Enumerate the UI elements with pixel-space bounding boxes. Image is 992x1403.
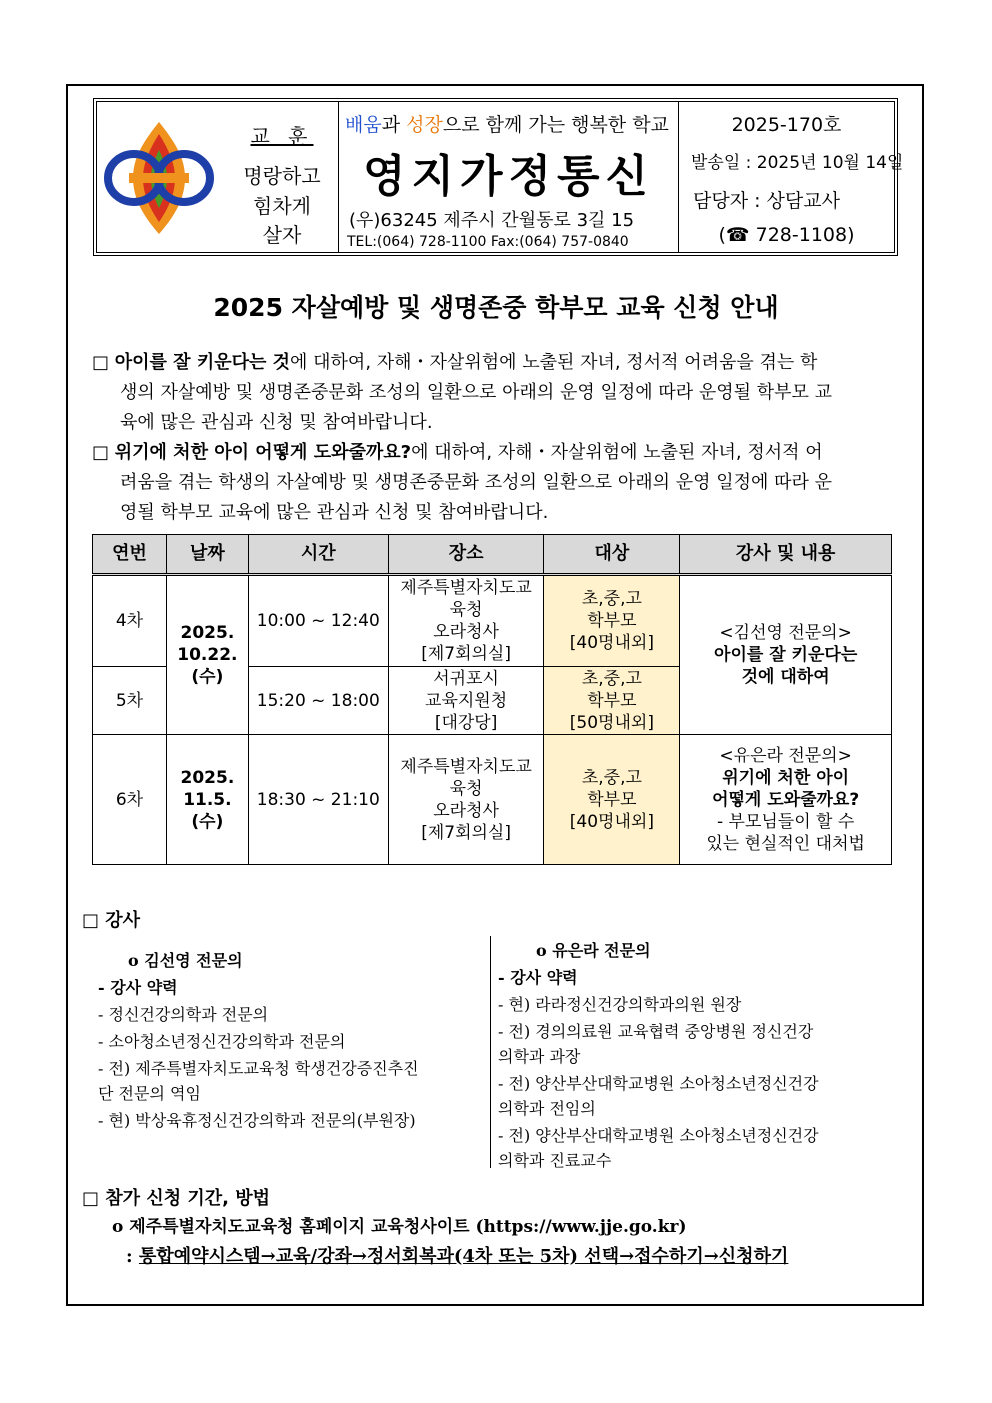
motto-line-2: 힘차게 bbox=[253, 194, 311, 218]
lecturer-section-title: □ 강사 bbox=[82, 910, 141, 931]
list-item: - 전) 양산부산대학교병원 소아청소년정신건강 bbox=[498, 1126, 819, 1145]
row-place: 제주특별자치도교 육청 오라청사 [제7회의실] bbox=[388, 735, 544, 865]
intro-paragraph-2: □ 위기에 처한 아이 어떻게 도와줄까요?에 대하여, 자해・자살위험에 노출된 자녀, 정서적 어 려움을 겪는 학생의 자살예방 및 생명존중문화 조성의 일환으로 아래의 운영 일정에 따라 운 영될 학부모 교육에 많은 관심과 신청 및 참여바랍니다. bbox=[92, 442, 833, 523]
list-item: - 현) 박상육휴정신건강의학과 전문의(부원장) bbox=[98, 1111, 416, 1130]
lecturer-right-career-title: - 강사 약력 bbox=[498, 968, 578, 987]
list-item: 의학과 전임의 bbox=[498, 1099, 596, 1118]
list-item: - 현) 라라정신건강의학과의원 원장 bbox=[498, 995, 742, 1014]
intro-paragraph-1: □ 아이를 잘 키운다는 것에 대하여, 자해・자살위험에 노출된 자녀, 정서적 어려움을 겪는 학 생의 자살예방 및 생명존중문화 조성의 일환으로 아래의 운영 일정에 따라 운영될 학부모 교 육에 많은 관심과 신청 및 참여바랍니다. bbox=[92, 352, 833, 433]
header-time: 시간 bbox=[248, 535, 388, 575]
table-row bbox=[93, 735, 892, 865]
row-content: <유은라 전문의> 위기에 처한 아이 어떻게 도와줄까요? - 부모님들이 할 수 있는 현실적인 대처법 bbox=[680, 735, 892, 865]
lecturer-left bbox=[98, 948, 484, 1133]
list-item: 단 전문의 역임 bbox=[98, 1084, 201, 1103]
lecturer-left-career-title: - 강사 약력 bbox=[98, 978, 178, 997]
list-item: 의학과 과장 bbox=[498, 1047, 581, 1066]
header-no: 연번 bbox=[93, 535, 167, 575]
newsletter-header bbox=[93, 98, 904, 256]
newsletter-title: 영지가정통신 bbox=[362, 151, 655, 202]
apply-section-title: □ 참가 신청 기간, 방법 bbox=[82, 1188, 271, 1209]
document-title: 2025 자살예방 및 생명존중 학부모 교육 신청 안내 bbox=[213, 293, 779, 322]
school-logo bbox=[103, 120, 215, 236]
header-target: 대상 bbox=[544, 535, 680, 575]
list-item: - 전) 제주특별자치도교육청 학생건강증진추진 bbox=[98, 1059, 419, 1078]
header-date: 날짜 bbox=[166, 535, 248, 575]
apply-website: o 제주특별자치도교육청 홈페이지 교육청사이트 (https://www.jje.go.kr) bbox=[112, 1217, 687, 1237]
table-header-row bbox=[93, 535, 892, 575]
row-place: 제주특별자치도교 육청 오라청사 [제7회의실] bbox=[388, 575, 544, 667]
apply-steps: : 통합예약시스템→교육/강좌→정서회복과(4차 또는 5차) 선택→접수하기→신청하기 bbox=[126, 1246, 789, 1267]
row-time: 18:30 ~ 21:10 bbox=[248, 735, 388, 865]
row-target: 초,중,고 학부모 [50명내외] bbox=[544, 667, 680, 735]
row-time: 15:20 ~ 18:00 bbox=[248, 667, 388, 735]
row-no: 4차 bbox=[93, 575, 167, 667]
list-item: - 정신건강의학과 전문의 bbox=[98, 1005, 269, 1024]
schedule-table bbox=[92, 534, 892, 865]
school-address: (우)63245 제주시 간월동로 3길 15 bbox=[349, 210, 635, 231]
title-cell bbox=[339, 102, 679, 252]
motto-line-3: 살자 bbox=[262, 223, 302, 247]
tel-fax: TEL:(064) 728-1100 Fax:(064) 757-0840 bbox=[347, 234, 629, 250]
list-item: - 소아청소년정신건강의학과 전문의 bbox=[98, 1032, 346, 1051]
header-content: 강사 및 내용 bbox=[680, 535, 892, 575]
lecturer-right-name: o 유은라 전문의 bbox=[536, 941, 651, 960]
lecturer-right bbox=[498, 938, 894, 1173]
school-tagline: 배움과 성장으로 함께 가는 행복한 학교 bbox=[345, 114, 669, 136]
list-item: 의학과 진료교수 bbox=[498, 1151, 612, 1170]
list-item: - 전) 경의의료원 교육협력 중앙병원 정신건강 bbox=[498, 1022, 814, 1041]
header-place: 장소 bbox=[388, 535, 544, 575]
row-no: 5차 bbox=[93, 667, 167, 735]
row-place: 서귀포시 교육지원청 [대강당] bbox=[388, 667, 544, 735]
row-no: 6차 bbox=[93, 735, 167, 865]
row-target: 초,중,고 학부모 [40명내외] bbox=[544, 735, 680, 865]
info-cell bbox=[679, 102, 904, 252]
motto-line-1: 명랑하고 bbox=[243, 164, 321, 188]
row-date: 2025. 11.5. (수) bbox=[166, 735, 248, 865]
row-date: 2025. 10.22. (수) bbox=[166, 575, 248, 735]
lecturer-left-name: o 김선영 전문의 bbox=[128, 951, 243, 970]
row-target: 초,중,고 학부모 [40명내외] bbox=[544, 575, 680, 667]
issue-date: 발송일 : 2025년 10월 14일 bbox=[691, 153, 904, 173]
row-time: 10:00 ~ 12:40 bbox=[248, 575, 388, 667]
column-divider bbox=[490, 936, 491, 1168]
list-item: - 전) 양산부산대학교병원 소아청소년정신건강 bbox=[498, 1074, 819, 1093]
contact-person: 담당자 : 상담교사 bbox=[693, 190, 840, 212]
motto-title: 교 훈 bbox=[250, 124, 314, 148]
contact-phone: (☎ 728-1108) bbox=[718, 224, 855, 246]
row-content: <김선영 전문의> 아이를 잘 키운다는 것에 대하여 bbox=[680, 575, 892, 735]
issue-number: 2025-170호 bbox=[731, 114, 842, 136]
table-row bbox=[93, 575, 892, 667]
motto-cell bbox=[97, 102, 339, 252]
